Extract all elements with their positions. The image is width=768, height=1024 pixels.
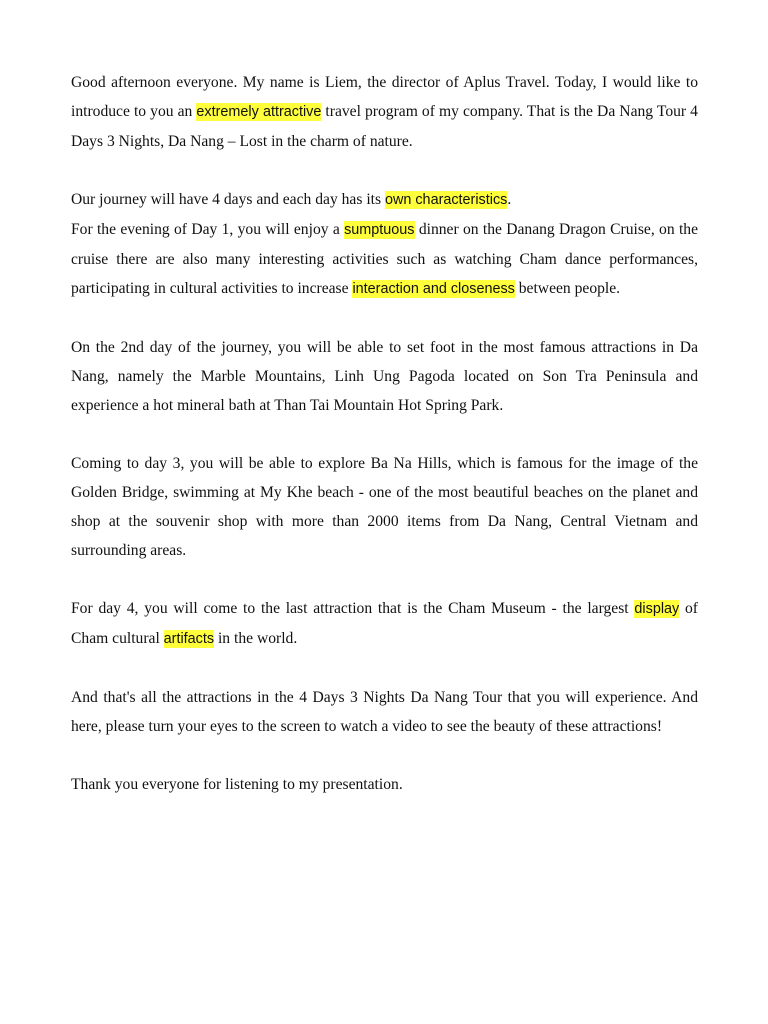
text-run: Good afternoon everyone. My name is Liem, the director of Aplus Travel. Today, I would like to introduce to you an	[71, 74, 698, 120]
text-run: For the evening of Day 1, you will enjoy a	[71, 221, 345, 238]
text-run: And that's all the attractions in the 4 Days 3 Nights Da Nang Tour that you will experience. And here, please turn your eyes to the screen to watch a video to see the beauty of these attractions!	[71, 689, 698, 735]
highlighted-text: sumptuous	[344, 222, 415, 238]
highlighted-text: display	[634, 601, 680, 617]
highlighted-text: artifacts	[163, 631, 215, 647]
paragraph	[71, 185, 698, 215]
text-run: in the world.	[214, 630, 298, 647]
text-run: For day 4, you will come to the last attraction that is the Cham Museum - the largest	[71, 600, 635, 617]
text-run: dinner on the Danang Dragon Cruise, on the cruise there are also many interesting activities such as watching Cham dance performances, participating in cultural activities to increase	[71, 221, 698, 297]
text-run: Our journey will have 4 days and each day has its	[71, 191, 385, 208]
paragraph	[71, 68, 698, 156]
highlighted-text: interaction and closeness	[352, 281, 515, 297]
paragraph	[71, 449, 698, 565]
highlighted-text: extremely attractive	[196, 104, 322, 120]
document-body	[71, 68, 698, 828]
text-run: of Cham cultural	[71, 600, 698, 647]
paragraph	[71, 333, 698, 420]
text-run: On the 2nd day of the journey, you will be able to set foot in the most famous attractions in Da Nang, namely the Marble Mountains, Linh Ung Pagoda located on Son Tra Peninsula and experience a hot mineral bath at Than Tai Mountain Hot Spring Park.	[71, 339, 698, 414]
paragraph	[71, 770, 698, 799]
text-run: Coming to day 3, you will be able to explore Ba Na Hills, which is famous for the image of the Golden Bridge, swimming at My Khe beach - one of the most beautiful beaches on the planet and shop at the souvenir shop with more than 2000 items from Da Nang, Central Vietnam and surrounding areas.	[71, 455, 698, 559]
paragraph	[71, 215, 698, 304]
paragraph	[71, 683, 698, 741]
text-run: travel program of my company. That is the Da Nang Tour 4 Days 3 Nights, Da Nang – Lost in the charm of nature.	[71, 103, 698, 150]
text-run: between people.	[514, 280, 621, 297]
text-run: Thank you everyone for listening to my presentation.	[71, 776, 403, 793]
text-run: .	[507, 191, 512, 208]
highlighted-text: own characteristics	[384, 192, 508, 208]
paragraph	[71, 594, 698, 654]
